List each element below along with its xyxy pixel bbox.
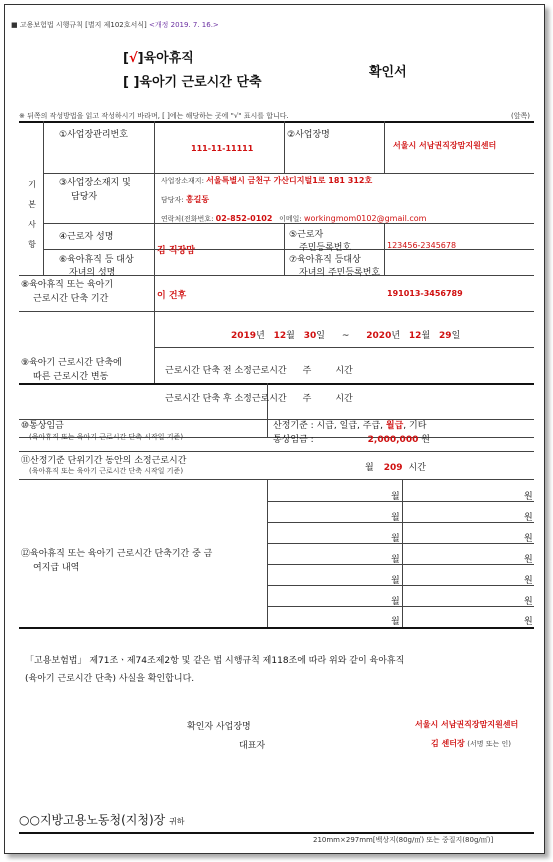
- label-hours-change: ⑨육아기 근로시간 단축에: [21, 358, 122, 368]
- pay-row-1-month: 월: [391, 492, 400, 502]
- period-range: 2019년 12월 30일 ~ 2020년 12월 29일: [231, 331, 461, 341]
- work-hours-value: 월 209 시간: [365, 463, 426, 473]
- statement-line-1: 「고용보험법」 제71조ㆍ제74조제2항 및 같은 법 시행규칙 제118조에 따라 위와 같이 육아휴직: [25, 656, 405, 666]
- title-option-reduced-hours[interactable]: [ ]육아기 근로시간 단축: [123, 75, 262, 90]
- label-ordinary-wage-note: (육아휴직 또는 육아기 근로시간 단축 시작일 기준): [29, 433, 184, 441]
- page-side: (앞쪽): [511, 112, 530, 120]
- value-workplace-name: 서울시 서남권직장맘지원센터: [393, 141, 497, 150]
- recipient-office: ○○지방고용노동청(지청)장 귀하: [19, 813, 185, 827]
- hours-after: 근로시간 단축 후 소정근로시간 주 시간: [165, 394, 353, 404]
- label-workplace-number: ①사업장관리번호: [59, 130, 128, 140]
- label-worker-id: ⑤근로자: [289, 230, 324, 240]
- form-reference: ■ 고용보험법 시행규칙 [별지 제102호서식] <개정 2019. 7. 16.>: [11, 21, 219, 29]
- label-worker-id-2: 주민등록번호: [299, 243, 352, 253]
- pay-row-7-won: 원: [524, 617, 533, 627]
- label-ordinary-wage: ⑩통상임금: [21, 421, 64, 431]
- label-child-name: ⑥육아휴직 등 대상: [59, 255, 134, 265]
- pay-row-5-won: 원: [524, 576, 533, 586]
- label-period-2: 근로시간 단축 기간: [33, 294, 109, 304]
- manager-line: 담당자: 홍길동: [161, 195, 210, 204]
- value-child-name: 이 건후: [157, 291, 187, 301]
- label-hours-change-2: 따른 근로시간 변동: [33, 372, 109, 382]
- label-pay-history: ⑫육아휴직 또는 육아기 근로시간 단축기간 중 금: [21, 549, 213, 559]
- check-mark-icon: √: [128, 51, 138, 66]
- pay-row-3-month: 월: [391, 534, 400, 544]
- statement-line-2: (육아기 근로시간 단축) 사실을 확인합니다.: [25, 674, 195, 684]
- basic-info-side-label: 기 본 사 항: [28, 180, 36, 249]
- pay-row-3-won: 원: [524, 534, 533, 544]
- value-worker-name: 김 직장맘: [157, 246, 195, 256]
- label-period: ⑧육아휴직 또는 육아기: [21, 280, 114, 290]
- form-page: [4, 4, 545, 854]
- label-address-manager: ③사업장소재지 및: [59, 178, 131, 188]
- address-line: 사업장소재지: 서울특별시 금천구 가산디지털1로 181 312호: [161, 176, 373, 185]
- value-child-id: 191013-3456789: [387, 289, 463, 298]
- label-work-hours-note: (육아휴직 또는 육아기 근로시간 단축 시작일 기준): [29, 467, 184, 475]
- paper-spec: 210mm×297mm[백상지(80g/㎡) 또는 중질지(80g/㎡)]: [313, 836, 494, 844]
- pay-row-2-won: 원: [524, 513, 533, 523]
- hours-before: 근로시간 단축 전 소정근로시간 주 시간: [165, 366, 353, 376]
- value-workplace-number: 111-11-11111: [191, 144, 254, 153]
- instruction-note: ※ 뒤쪽의 작성방법을 읽고 작성하시기 바라며, [ ]에는 해당하는 곳에 "√" 표시를 합니다.: [19, 112, 289, 120]
- pay-row-4-won: 원: [524, 555, 533, 565]
- label-workplace-name: ②사업장명: [287, 130, 330, 140]
- pay-row-5-month: 월: [391, 576, 400, 586]
- label-pay-history-2: 여지급 내역: [33, 563, 80, 573]
- title-option-childcare-leave[interactable]: [√]육아휴직: [123, 51, 194, 66]
- wage-amount: 통상임금 : 2,000,000 원: [273, 435, 430, 445]
- pay-row-7-month: 월: [391, 617, 400, 627]
- pay-row-2-month: 월: [391, 513, 400, 523]
- contact-line: 연락처(전화번호: 02-852-0102 이메일: workingmom0102@gmail.com: [161, 214, 427, 223]
- label-child-id-2: 자녀의 주민등록번호: [299, 268, 381, 278]
- pay-row-1-won: 원: [524, 492, 533, 502]
- confirmer-label: 확인자 사업장명: [187, 722, 251, 732]
- value-worker-id: 123456-2345678: [387, 241, 457, 250]
- document-title: 확인서: [369, 65, 407, 80]
- pay-row-4-month: 월: [391, 555, 400, 565]
- representative-value: 김 센터장 (서명 또는 인): [431, 739, 511, 748]
- wage-basis: 산정기준 : 시급, 일급, 주급, 월급, 기타: [273, 421, 427, 431]
- label-child-id: ⑦육아휴직 등대상: [289, 255, 361, 265]
- confirmer-value: 서울시 서남권직장맘지원센터: [415, 720, 519, 729]
- representative-label: 대표자: [239, 741, 266, 751]
- label-work-hours: ⑪산정기준 단위기간 동안의 소정근로시간: [21, 456, 187, 466]
- label-address-manager-2: 담당자: [71, 192, 98, 202]
- label-worker-name: ④근로자 성명: [59, 232, 114, 242]
- pay-row-6-won: 원: [524, 597, 533, 607]
- label-child-name-2: 자녀의 성명: [69, 268, 116, 278]
- pay-row-6-month: 월: [391, 597, 400, 607]
